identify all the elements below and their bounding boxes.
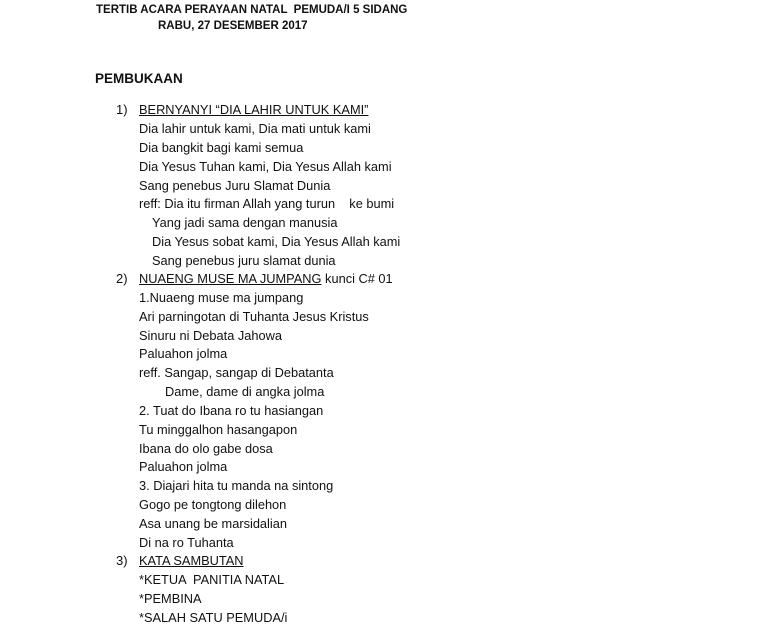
lyric-line: reff: Dia itu firman Allah yang turun ke bumi bbox=[139, 196, 395, 211]
lyric-line: Ibana do olo gabe dosa bbox=[139, 441, 273, 456]
lyric-line: Paluahon jolma bbox=[139, 459, 228, 474]
lyric-line: Dame, dame di angka jolma bbox=[165, 384, 325, 399]
speaker-line: *SALAH SATU PEMUDA/i bbox=[139, 610, 288, 625]
document-title: TERTIB ACARA PERAYAAN NATAL PEMUDA/I 5 SIDANG bbox=[96, 4, 408, 16]
lyric-line: Ari parningotan di Tuhanta Jesus Kristus bbox=[139, 309, 369, 324]
lyric-line: Paluahon jolma bbox=[139, 346, 228, 361]
lyric-line: Gogo pe tongtong dilehon bbox=[139, 497, 287, 512]
item-number: 2) bbox=[116, 271, 128, 286]
lyric-line: Dia bangkit bagi kami semua bbox=[139, 140, 304, 155]
lyric-line: Di na ro Tuhanta bbox=[139, 535, 234, 550]
lyric-line: Asa unang be marsidalian bbox=[139, 516, 287, 531]
speaker-line: *KETUA PANITIA NATAL bbox=[139, 572, 285, 587]
document-date: RABU, 27 DESEMBER 2017 bbox=[158, 20, 308, 32]
item-number: 3) bbox=[116, 553, 128, 568]
lyric-line: 3. Diajari hita tu manda na sintong bbox=[139, 478, 334, 493]
item-key: kunci C# 01 bbox=[321, 271, 393, 286]
lyric-line: 2. Tuat do Ibana ro tu hasiangan bbox=[139, 403, 324, 418]
lyric-line: Sang penebus Juru Slamat Dunia bbox=[139, 178, 331, 193]
item-heading-row bbox=[139, 271, 393, 287]
lyric-line: Dia Yesus Tuhan kami, Dia Yesus Allah kami bbox=[139, 159, 392, 174]
lyric-line: Sinuru ni Debata Jahowa bbox=[139, 328, 282, 343]
speaker-line: *PEMBINA bbox=[139, 591, 202, 606]
section-title: PEMBUKAAN bbox=[95, 71, 183, 86]
item-number: 1) bbox=[116, 102, 128, 117]
item-heading: KATA SAMBUTAN bbox=[139, 553, 244, 568]
lyric-line: Dia lahir untuk kami, Dia mati untuk kami bbox=[139, 121, 371, 136]
lyric-line: Yang jadi sama dengan manusia bbox=[152, 215, 338, 230]
lyric-line: Sang penebus juru slamat dunia bbox=[152, 253, 336, 268]
lyric-line: Dia Yesus sobat kami, Dia Yesus Allah kami bbox=[152, 234, 401, 249]
lyric-line: 1.Nuaeng muse ma jumpang bbox=[139, 290, 304, 305]
lyric-line: reff. Sangap, sangap di Debatanta bbox=[139, 365, 334, 380]
lyric-line: Tu minggalhon hasangapon bbox=[139, 422, 298, 437]
item-heading: NUAENG MUSE MA JUMPANG bbox=[139, 271, 322, 286]
item-heading: BERNYANYI “DIA LAHIR UNTUK KAMI” bbox=[139, 102, 369, 117]
